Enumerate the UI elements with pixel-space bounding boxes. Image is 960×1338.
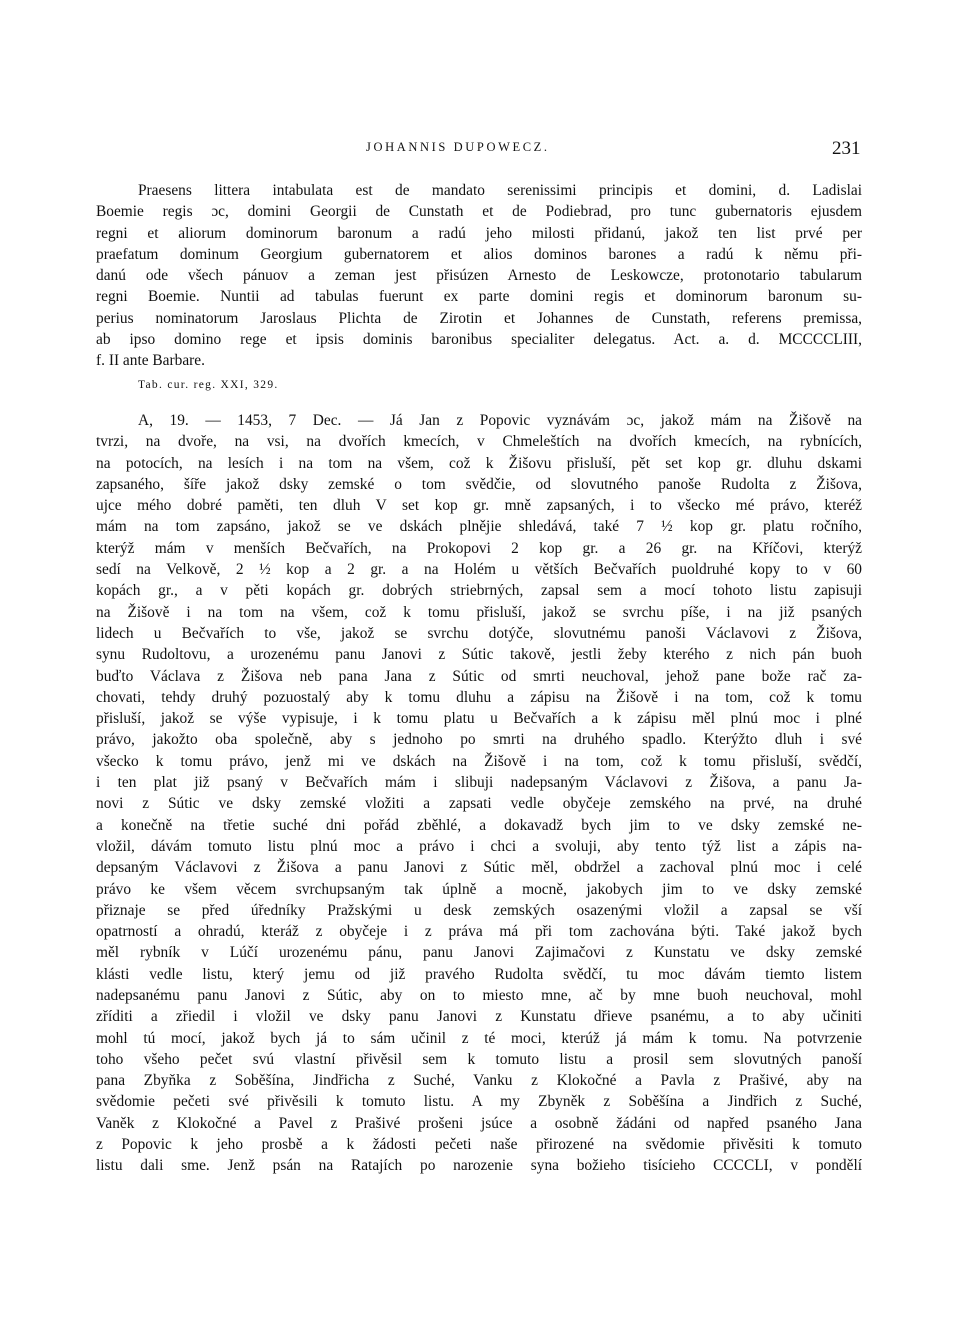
text-line: a konečně na třetie suché dni pořád zběhlé, a dokavadž bych jim to ve dsky zemské ne-: [96, 816, 862, 834]
text-line: klásti vedle listu, který jemu od již pravého Rudolta svědčí, tu moc dávám tiemto listem: [96, 965, 862, 983]
text-line: Boemie regis ɔc, domini Georgii de Cunstath et de Podiebrad, pro tunc gubernatoris ejusdem: [96, 203, 862, 221]
text-line: na potocích, na lesích i na tom na všem, což k Žišovu přisluší, pět set kop gr. dluhu dskami: [96, 454, 862, 472]
text-line: přiznaje se před úředníky Pražskými u desk zemských osazenými vložil a zapsal se vší: [96, 901, 862, 919]
text-line: lidech u Bečvařích to vše, jakož se svrchu dotýče, slovutnému panoši Václavovi z Žišova,: [96, 624, 862, 642]
text-line: ujce mého dobré paměti, ten dluh V set kop gr. mně zapsaných, i to všecko mé právo, kteréž: [96, 497, 862, 515]
text-line: svědomie pečeti své přivěsili k tomuto listu. A my Zbyněk z Soběšína a Jindřich z Suché,: [96, 1093, 862, 1111]
text-line: zapsaného, šíře jakož dsky zemské o tom svědčie, od slovutného panoše Rudolta z Žišova,: [96, 475, 862, 493]
text-line: danú ode všech pánuov a zeman jest přisúzen Arnesto de Leskowcze, protonotario tabularum: [96, 267, 862, 285]
text-line: perius nominatorum Jaroslaus Plichta de Zirotin et Johannes de Cunstath, referens premissa,: [96, 309, 862, 327]
text-line: buďto Václava z Žišova neb pana Jana z Sútic od smrti neuchoval, jehož pane bože rač za-: [96, 667, 862, 685]
text-line: přisluší, jakož se výše vypisuje, i k tomu platu u Bečvařích a k zápisu měl plnú moc i plné: [96, 710, 862, 728]
text-line: f. II ante Barbare.: [96, 352, 205, 370]
running-head: [0, 134, 960, 164]
text-line: opatrností a ohradú, kteráž z obyčeje i z práva má při tom zachována býti. Také jakož bych: [96, 923, 862, 941]
text-line: regni et aliorum dominorum baronum a radú jeho milosti přidanú, jakož ten list prvé per: [96, 224, 862, 242]
text-line: pana Zbyňka z Soběšína, Jindřicha z Suché, Vanku z Klokočné a Pavla z Prašivé, aby na: [96, 1072, 862, 1090]
text-line: na Žišově i na tom na všem, což k tomu přisluší, jakož se svrchu píše, i na již psaných: [96, 603, 862, 621]
text-line: listu dali sme. Jenž psán na Ratajích po narozenie syna božieho tisícieho CCCCLI, v pondělí: [96, 1157, 862, 1175]
text-line: depsaným Václavovi z Žišova a panu Janovi z Sútic měl, obdržel a zachoval plnú moc i celé: [96, 859, 862, 877]
text-line: synu Rudoltovu, a urozenému panu Janovi z Sútic takově, jestli žeby kterého z nich pán buoh: [96, 646, 862, 664]
text-line: i ten plat již psaný v Bečvařích mám i slibuji nadepsaným Václavovi z Žišova, a panu Ja-: [96, 774, 862, 792]
text-line: tvrzi, na dvoře, na vsi, na dvořích kmecích, v Chmeleštích na dvořích kmecích, na rybnících,: [96, 433, 862, 451]
text-line: zříditi a zřiedil i vložil ve dsky panu Janovi z Kunstatu dřieve psanému, a to aby učiniti: [96, 1008, 862, 1026]
text-line: Praesens littera intabulata est de mandato serenissimi principis et domini, d. Ladislai: [138, 182, 862, 199]
entry-1: [96, 180, 862, 396]
text-line: Vaněk z Klokočné a Pavel z Prašivé prošeni jsúce a osobně žádáni od napřed psaného Jana: [96, 1114, 862, 1132]
text-line: praefatum dominum Georgium gubernatorem et alios dominos barones a radú k němu při-: [96, 245, 862, 263]
page-number: 231: [832, 138, 861, 159]
entry-2: [96, 410, 862, 1177]
text-line: novi z Sútic ve dsky zemské vložiti a zapsati vedle obyčeje zemského na prvé, na druhé: [96, 795, 862, 813]
text-line: toho všeho pečet svú vlastní přivěsil sem k tomuto listu a prosil sem slovutných panoší: [96, 1050, 862, 1068]
text-line: regni Boemie. Nuntii ad tabulas fuerunt ex parte domini regis et dominorum baronum su-: [96, 288, 862, 306]
running-title: JOHANNIS DUPOWECZ.: [366, 140, 550, 154]
text-line: mohl tú mocí, jakož bych já to sám učinil z té moci, kterúž já mám k tomu. Na potvrzenie: [96, 1029, 862, 1047]
text-line: kopách gr., a v pěti kopách gr. dobrých striebrných, zapsal sem a mocí tohoto listu zapisuji: [96, 582, 862, 600]
text-line: mám na tom zapsáno, jakož se ve dskách plnějie shledává, také 7 ½ kop gr. platu ročního,: [96, 518, 862, 536]
source-reference: Tab. cur. reg. XXI, 329.: [138, 378, 279, 391]
text-line: sedí na Velkově, 2 ½ kop a 2 gr. a na Holém u větších Bečvařích puoldruhé kopy to v 60: [96, 561, 862, 579]
text-line: nadepsanému panu Janovi z Sútic, aby on to miesto mne, ač by mne buoh neuchoval, mohl: [96, 986, 862, 1004]
text-line: A, 19. — 1453, 7 Dec. — Já Jan z Popovic vyznávám ɔc, jakož mám na Žišově na: [138, 411, 862, 429]
text-line: z Popovic k jeho prosbě a k žádosti pečeti naše přirozené na svědomie přivěsiti k tomuto: [96, 1136, 862, 1154]
body-text: [96, 180, 862, 1177]
text-line: chovati, tehdy druhý pozuostalý aby k tomu dluhu a zápisu na Žišově i na tom, což k tomu: [96, 688, 862, 706]
text-line: měl rybník v Lúčí urozenému pánu, panu Janovi Zajimačovi z Kunstatu ve dsky zemské: [96, 944, 862, 962]
text-line: ab ipso domino rege et ipsis dominis baronibus specialiter delegatus. Act. a. d. MCCCCLIII,: [96, 331, 862, 349]
text-line: vložil, dávám tomuto listu plnú moc a právo i chci a svoluji, aby tento týž list a zápis na-: [96, 837, 862, 855]
text-line: právo, jakožto oba společně, aby s jednoho po smrti na druhého spadlo. Kterýžto dluh i své: [96, 731, 862, 749]
text-line: právo ke všem věcem svrchupsaným tak úplně a mocně, jakobych jim to ve dsky zemské: [96, 880, 862, 898]
text-line: všecko k tomu právo, jenž mi ve dskách na Žišově i na tom, což k tomu přisluší, svědčí,: [96, 752, 862, 770]
text-line: kterýž mám v menších Bečvařích, na Prokopovi 2 kop gr. a 26 gr. na Kříčovi, kterýž: [96, 539, 862, 557]
